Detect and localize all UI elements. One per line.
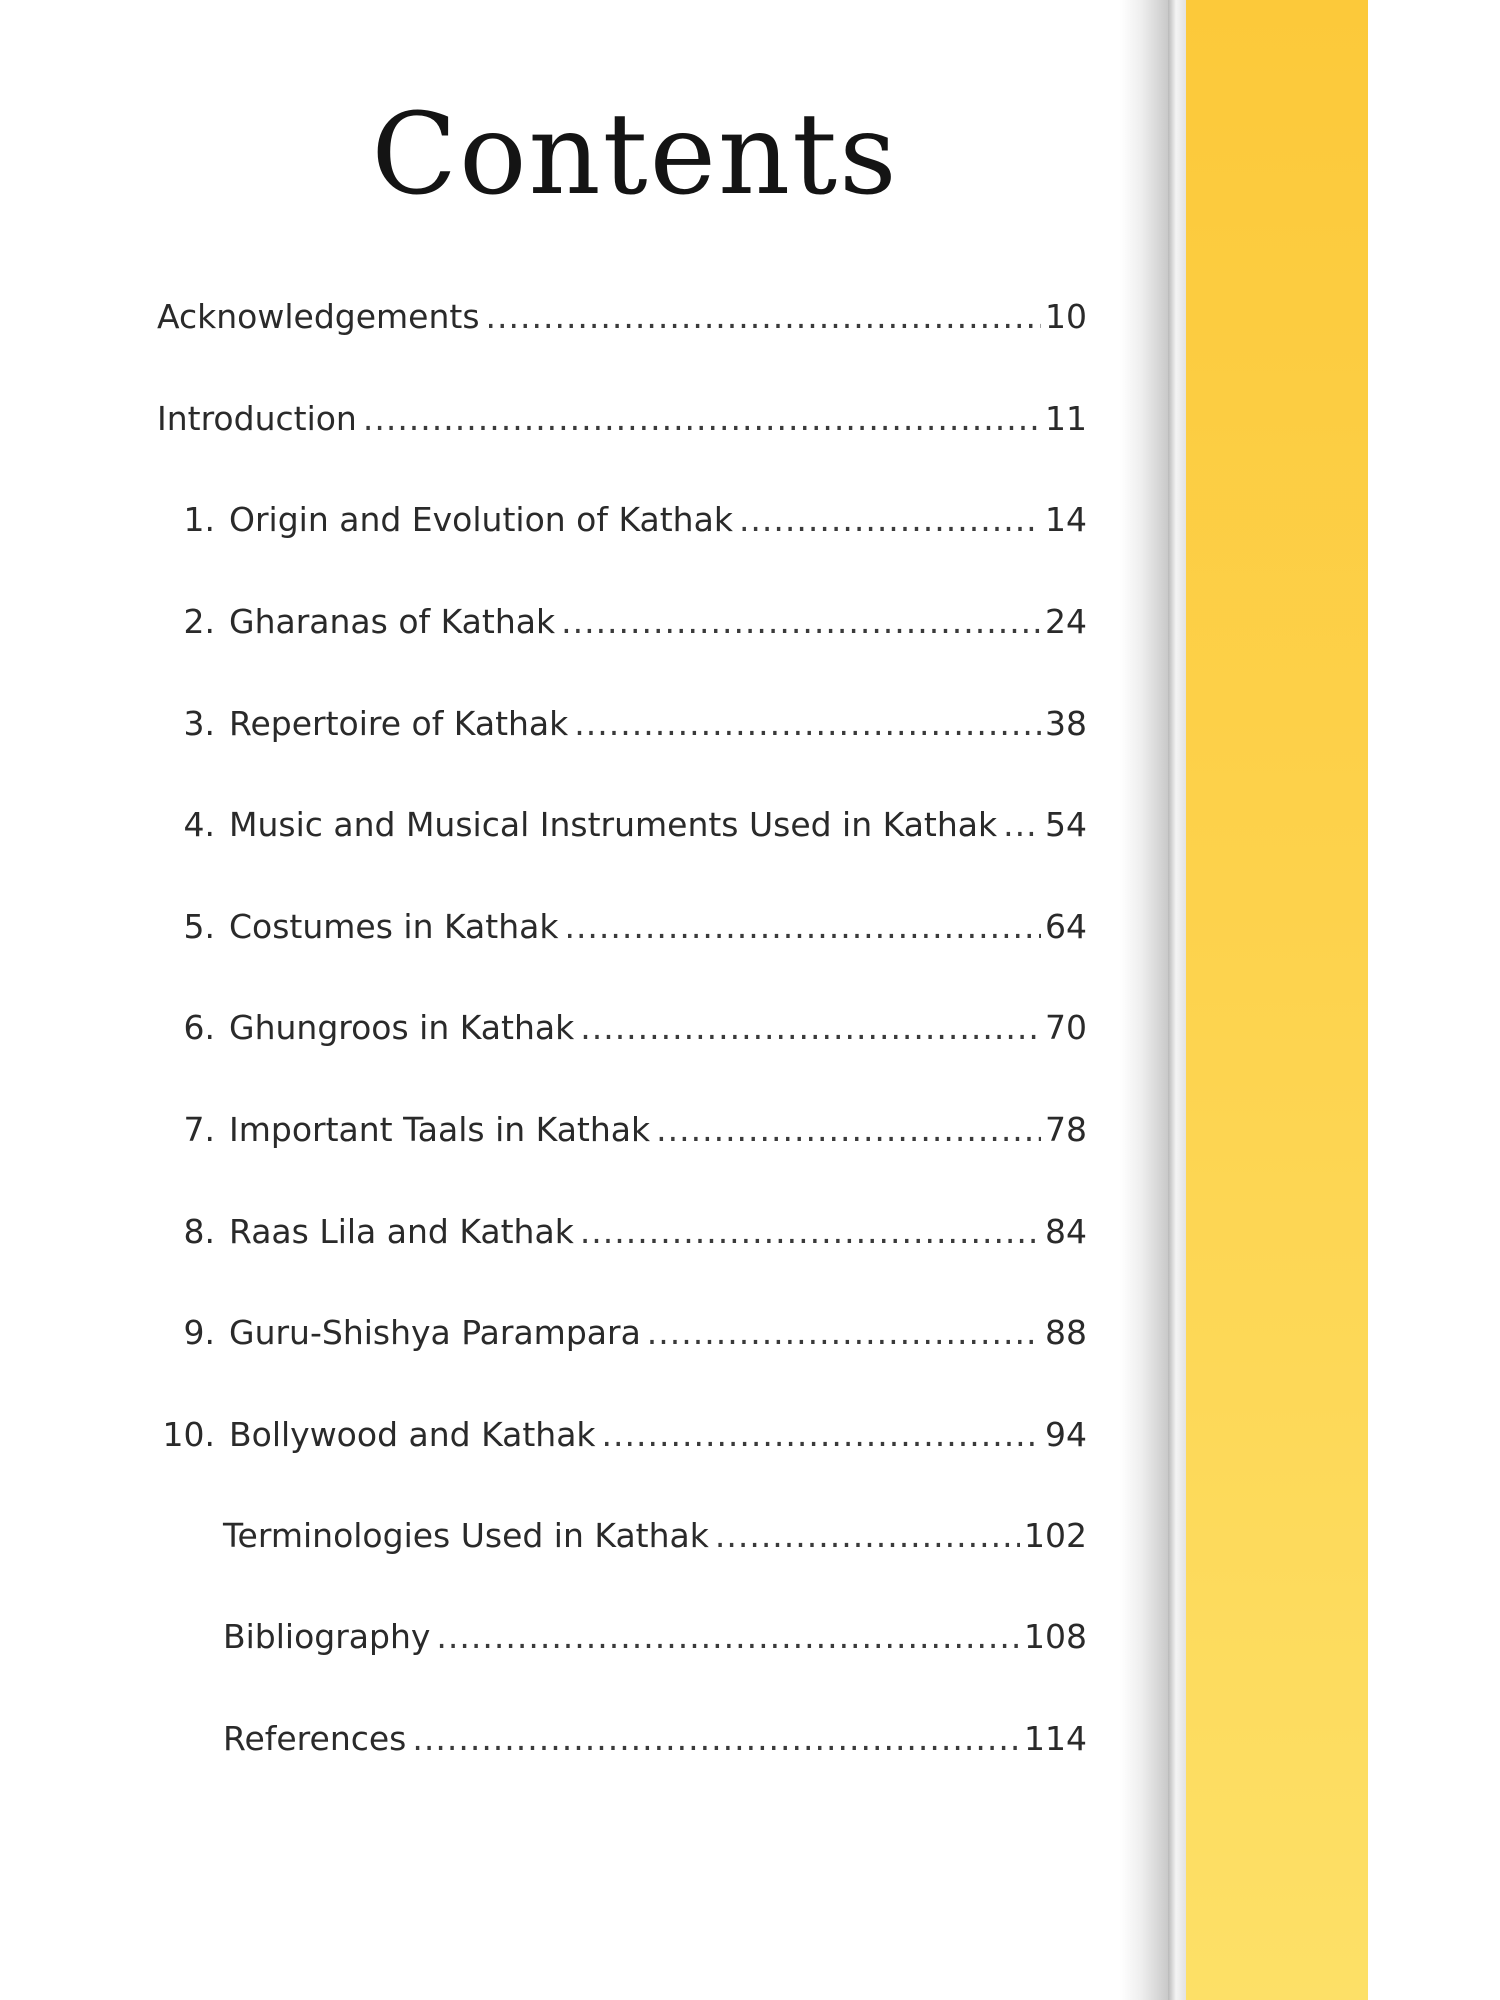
toc-entry-introduction[interactable] (157, 399, 1087, 449)
page-edge-shadow (1120, 0, 1168, 2000)
toc-entry-chapter-1[interactable] (159, 500, 1087, 550)
toc-entry-title: Terminologies Used in Kathak (223, 1516, 709, 1555)
toc-entry-title: Introduction (157, 399, 357, 438)
toc-entry-page: 24 (1045, 602, 1087, 641)
toc-entry-title: Important Taals in Kathak (229, 1110, 651, 1149)
toc-entry-bibliography[interactable] (223, 1617, 1087, 1667)
toc-entry-page: 84 (1045, 1212, 1087, 1251)
toc-entry-chapter-3[interactable] (159, 704, 1087, 754)
toc-entry-title: Costumes in Kathak (229, 907, 559, 946)
toc-entry-title: Raas Lila and Kathak (229, 1212, 574, 1251)
dot-leader (486, 297, 1041, 336)
dot-leader (436, 1617, 1020, 1656)
toc-entry-number: 1. (183, 500, 215, 539)
dot-leader (574, 704, 1041, 743)
toc-entry-page: 78 (1045, 1110, 1087, 1149)
toc-entry-page: 88 (1045, 1313, 1087, 1352)
dot-leader (647, 1313, 1041, 1352)
toc-entry-number: 2. (183, 602, 215, 641)
yellow-spine-strip (1186, 0, 1368, 2000)
toc-entry-title: Guru-Shishya Parampara (229, 1313, 641, 1352)
toc-entry-title: Acknowledgements (157, 297, 480, 336)
toc-entry-number: 7. (183, 1110, 215, 1149)
toc-entry-title: Bollywood and Kathak (229, 1415, 596, 1454)
toc-entry-chapter-9[interactable] (159, 1313, 1087, 1363)
toc-entry-page: 64 (1045, 907, 1087, 946)
dot-leader (363, 399, 1041, 438)
toc-entry-number: 4. (183, 805, 215, 844)
toc-entry-title: Bibliography (223, 1617, 431, 1656)
toc-entry-chapter-5[interactable] (159, 907, 1087, 957)
toc-entry-page: 10 (1045, 297, 1087, 336)
toc-entry-page: 102 (1024, 1516, 1087, 1555)
toc-entry-chapter-2[interactable] (159, 602, 1087, 652)
toc-entry-number: 5. (183, 907, 215, 946)
toc-entry-page: 11 (1045, 399, 1087, 438)
toc-entry-chapter-7[interactable] (159, 1110, 1087, 1160)
toc-entry-chapter-4[interactable] (159, 805, 1087, 855)
toc-entry-number: 9. (183, 1313, 215, 1352)
toc-entry-title: Music and Musical Instruments Used in Kathak (229, 805, 998, 844)
toc-entry-title: Repertoire of Kathak (229, 704, 569, 743)
toc-entry-title: Gharanas of Kathak (229, 602, 556, 641)
toc-entry-terminologies[interactable] (223, 1516, 1087, 1566)
dot-leader (715, 1516, 1020, 1555)
dot-leader (412, 1719, 1020, 1758)
toc-entry-references[interactable] (223, 1719, 1087, 1769)
toc-entry-page: 38 (1045, 704, 1087, 743)
dot-leader (739, 500, 1041, 539)
toc-entry-chapter-8[interactable] (159, 1212, 1087, 1262)
toc-entry-page: 108 (1024, 1617, 1087, 1656)
toc-entry-page: 14 (1045, 500, 1087, 539)
right-margin (1368, 0, 1500, 2000)
dot-leader (656, 1110, 1041, 1149)
dot-leader (580, 1212, 1041, 1251)
toc-entry-page: 94 (1045, 1415, 1087, 1454)
toc-entry-chapter-6[interactable] (159, 1008, 1087, 1058)
dot-leader (580, 1008, 1041, 1047)
toc-entry-acknowledgements[interactable] (157, 297, 1087, 347)
toc-entry-page: 114 (1024, 1719, 1087, 1758)
contents-heading: Contents (371, 90, 899, 220)
toc-entry-chapter-10[interactable] (159, 1415, 1087, 1465)
toc-entry-number: 3. (183, 704, 215, 743)
dot-leader (561, 602, 1041, 641)
toc-entry-title: References (223, 1719, 407, 1758)
toc-entry-page: 54 (1045, 805, 1087, 844)
dot-leader (602, 1415, 1041, 1454)
toc-entry-number: 6. (183, 1008, 215, 1047)
dot-leader (564, 907, 1041, 946)
toc-entry-title: Ghungroos in Kathak (229, 1008, 575, 1047)
toc-entry-number: 10. (162, 1415, 215, 1454)
toc-entry-number: 8. (183, 1212, 215, 1251)
toc-entry-title: Origin and Evolution of Kathak (229, 500, 733, 539)
page-fold (1168, 0, 1186, 2000)
toc-entry-page: 70 (1045, 1008, 1087, 1047)
dot-leader (1003, 805, 1041, 844)
